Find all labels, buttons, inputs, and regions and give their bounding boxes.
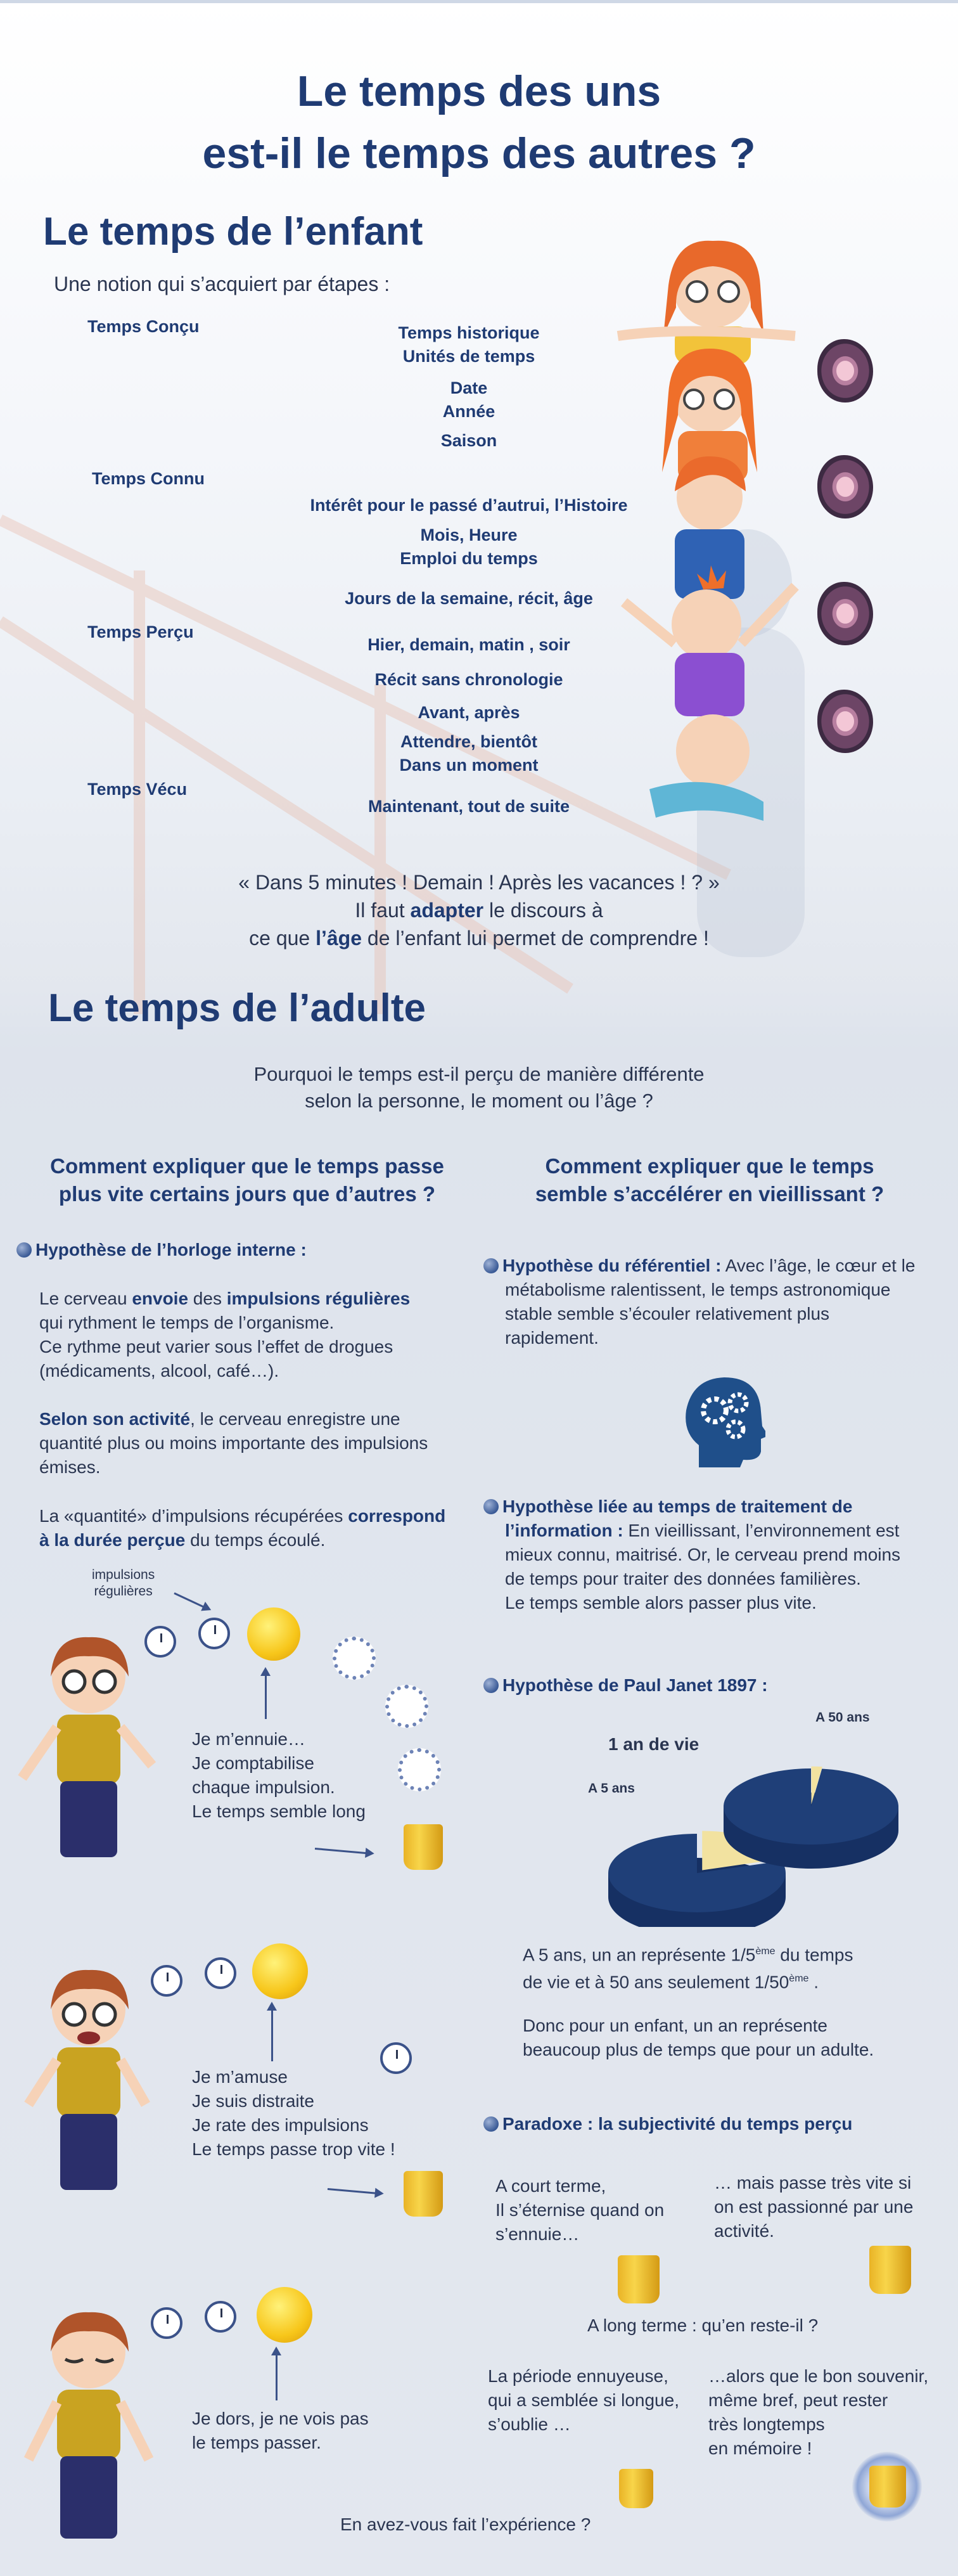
internal-clock-paragraph1: Le cerveau envoie des impulsions régulières qui rythment le temps de l’organisme. Ce rythme peut varier sous l’effet de drogues (médicaments, alcool, café…). (39, 1289, 411, 1381)
impulses-label: impulsions régulières (92, 1568, 155, 1599)
clock-icon (205, 1957, 236, 1989)
janet-explanation: A 5 ans, un an représente 1/5ème du temps de vie et à 50 ans seulement 1/50ème . Donc pour un enfant, un an représente beaucoup plus de temps que pour un adulte. (523, 1945, 874, 2059)
bucket-full-icon (618, 2255, 660, 2303)
bullet-icon (483, 1499, 499, 1514)
bucket-icon (869, 2466, 906, 2508)
pie-center-label: 1 an de vie (608, 1734, 699, 1754)
child-section-heading: Le temps de l’enfant (43, 210, 423, 254)
brain-icon (817, 582, 873, 645)
step-text: Avant, après (418, 703, 520, 722)
paradox-short-right: … mais passe très vite si on est passionné par une activité. (714, 2173, 914, 2241)
brain-icon (817, 339, 873, 402)
clock-icon (333, 1637, 376, 1680)
hypothesis-internal-clock-title: Hypothèse de l’horloge interne : (16, 1238, 307, 1262)
clock-icon (385, 1685, 428, 1728)
bored-smiley-icon (247, 1607, 300, 1661)
pie-left-label: A 5 ans (588, 1781, 635, 1796)
step-text: Saison (440, 431, 497, 450)
arrow-icon (271, 2008, 273, 2061)
child-quote-line3: ce que l’âge de l’enfant lui permet de comprendre ! (249, 927, 709, 950)
step-text: Date (450, 378, 488, 397)
label-temps-vecu: Temps Vécu (87, 780, 188, 799)
step-text: Emploi du temps (400, 549, 538, 568)
paradox-title: Paradoxe : la subjectivité du temps perçu (483, 2112, 852, 2136)
clock-icon (151, 2307, 182, 2339)
paradox-short-left: A court terme, Il s’éternise quand on s’ennuie… (495, 2176, 665, 2244)
pie-right-label: A 50 ans (815, 1710, 870, 1725)
sleeping-smiley-icon (257, 2287, 312, 2343)
page-title-line1: Le temps des uns (297, 67, 661, 115)
step-text: Récit sans chronologie (374, 670, 563, 689)
step-text: Maintenant, tout de suite (367, 797, 570, 816)
children-growth-illustration (605, 231, 814, 846)
page-title-line2: est-il le temps des autres ? (202, 129, 756, 177)
label-temps-connu: Temps Connu (92, 469, 205, 488)
step-text: Année (442, 402, 495, 421)
step-text: Temps historique (398, 323, 540, 342)
bullet-icon (483, 1258, 499, 1273)
case-bored-text: Je m’ennuie… Je comptabilise chaque impulsion. Le temps semble long (192, 1729, 366, 1821)
pie-chart-50-ans (724, 1767, 898, 1869)
girl-sleeping-illustration (16, 2301, 162, 2554)
arrow-icon (276, 2353, 278, 2400)
paradox-long-title: A long terme : qu’en reste-il ? (587, 2315, 819, 2335)
bucket-empty-icon (404, 2171, 443, 2217)
step-text: Jours de la semaine, récit, âge (345, 589, 593, 608)
clock-icon (198, 1618, 230, 1649)
pie-slice-rest (724, 1768, 898, 1845)
janet-pie-charts (602, 1724, 906, 1927)
paradox-long-right: …alors que le bon souvenir, même bref, peut rester très longtemps en mémoire ! (708, 2366, 929, 2458)
bullet-icon (483, 2116, 499, 2132)
step-text: Hier, demain, matin , soir (367, 635, 570, 654)
bucket-empty-icon (869, 2246, 911, 2294)
adult-question-line1: Pourquoi le temps est-il perçu de manière différente (253, 1063, 705, 1085)
hypothesis-traitement: Hypothèse liée au temps de traitement de l’information : En vieillissant, l’environnement est mieux connu, maitrisé. Or, le cerveau prend moins de temps pour traiter des données familières. Le temps semble alors passer plus vite. (483, 1495, 940, 1615)
adult-question-line2: selon la personne, le moment ou l’âge ? (305, 1090, 653, 1112)
adult-section-heading: Le temps de l’adulte (48, 986, 426, 1030)
brain-icon (817, 455, 873, 518)
child-quote-line1: « Dans 5 minutes ! Demain ! Après les vacances ! ? » (238, 871, 720, 894)
child-quote-line2: Il faut adapter le discours à (355, 899, 603, 922)
step-text: Unités de temps (402, 347, 535, 366)
bullet-icon (16, 1242, 32, 1258)
case-sleeping-text: Je dors, je ne vois pas le temps passer. (192, 2409, 369, 2452)
paradox-long-left: La période ennuyeuse, qui a semblée si longue, s’oublie … (488, 2366, 679, 2434)
brain-icon (817, 690, 873, 753)
step-text: Mois, Heure (420, 525, 518, 544)
internal-clock-paragraph2: Selon son activité, le cerveau enregistre une quantité plus ou moins importante des impulsions émises. (39, 1409, 428, 1477)
step-text: Attendre, bientôt (400, 732, 537, 751)
arrow-icon (265, 1673, 267, 1719)
girl-amused-illustration (16, 1959, 162, 2206)
bullet-icon (483, 1678, 499, 1693)
experience-question: En avez-vous fait l’expérience ? (340, 2515, 591, 2534)
top-border (0, 0, 958, 3)
right-column-heading: Comment expliquer que le temps semble s’accélérer en vieillissant ? (535, 1154, 885, 1206)
hypothesis-janet-title: Hypothèse de Paul Janet 1897 : (483, 1673, 768, 1697)
internal-clock-paragraph3: La «quantité» d’impulsions récupérées correspond à la durée perçue du temps écoulé. (39, 1506, 446, 1550)
left-column-heading: Comment expliquer que le temps passe plus vite certains jours que d’autres ? (50, 1154, 444, 1206)
step-text: Dans un moment (399, 756, 539, 775)
clock-icon (398, 1748, 441, 1791)
girl-bored-illustration (16, 1626, 162, 1873)
step-text: Intérêt pour le passé d’autrui, l’Histoire (310, 496, 628, 515)
clock-icon (151, 1965, 182, 1997)
case-amused-text: Je m’amuse Je suis distraite Je rate des impulsions Le temps passe trop vite ! (192, 2067, 395, 2159)
hypothesis-referentiel: Hypothèse du référentiel : Avec l’âge, le cœur et le métabolisme ralentissent, le temps astronomique stable semble s’écouler relativement plus rapidement. (483, 1254, 940, 1350)
bucket-icon (619, 2469, 653, 2508)
bucket-full-icon (404, 1824, 443, 1870)
label-temps-concu: Temps Conçu (87, 317, 200, 336)
clock-icon (205, 2301, 236, 2333)
amused-smiley-icon (252, 1943, 308, 1999)
child-intro: Une notion qui s’acquiert par étapes : (54, 273, 390, 295)
gears-head-icon (680, 1372, 765, 1474)
label-temps-percu: Temps Perçu (87, 622, 194, 641)
